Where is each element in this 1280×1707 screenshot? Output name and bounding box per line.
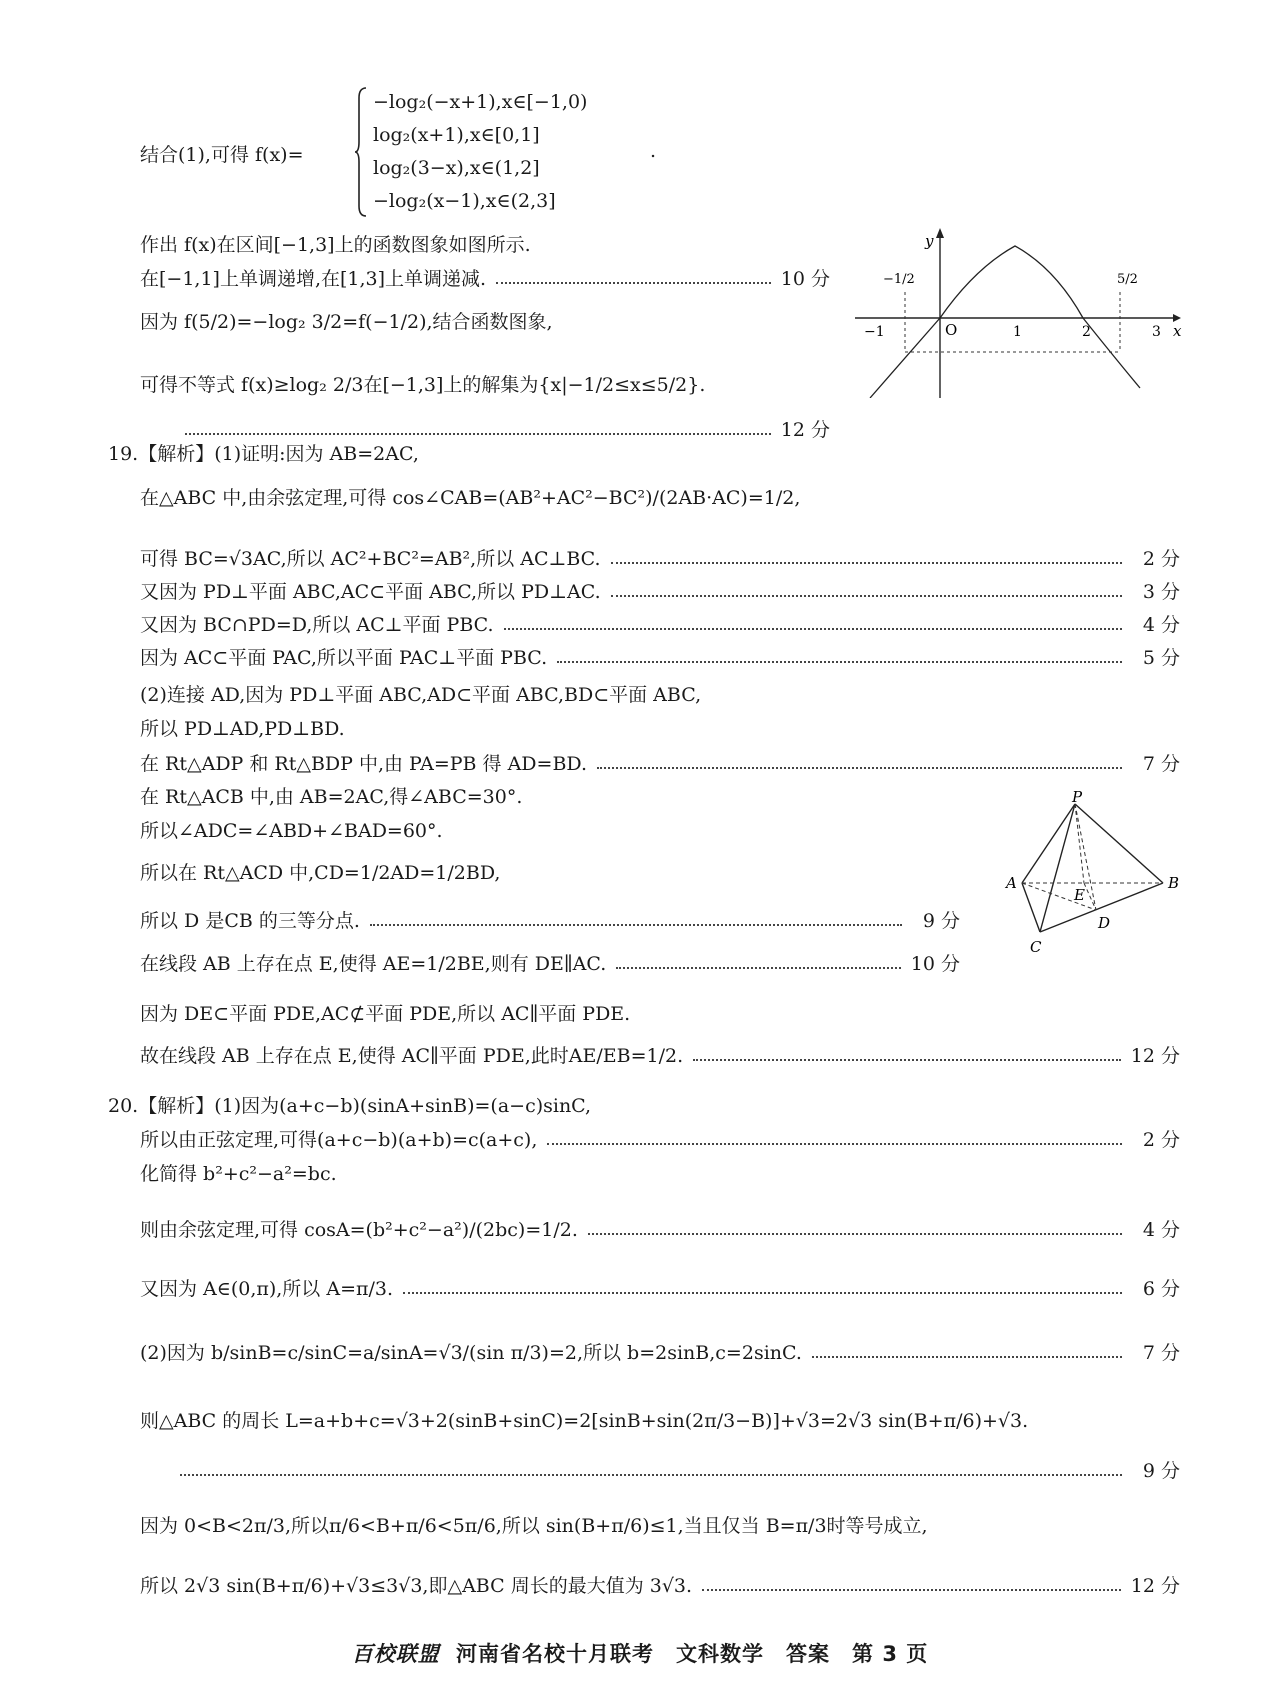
case-line: log₂(3−x),x∈(1,2] [373,157,540,179]
text-line [140,1337,1180,1369]
edge [1022,804,1075,883]
left-brace-icon [355,86,367,218]
text-line [140,998,1180,1030]
score-points: 12 分 [780,419,830,441]
piecewise-end: . [650,140,657,162]
footer-text: 河南省名校十月联考 文科数学 答案 第 3 页 [456,1642,929,1666]
line-text: 则△ABC 的周长 L=a+b+c=√3+2(sinB+sinC)=2[sinB+sin(2π/3−B)]+√3=2√3 sin(B+π/6)+√3. [140,1410,1029,1432]
dot-leader [588,1233,1122,1235]
text-line [140,229,830,261]
text-line [140,1273,1180,1305]
function-graph [855,228,1185,398]
edge [1040,804,1075,932]
line-text: 又因为 A∈(0,π),所以 A=π/3. [140,1278,394,1300]
edge [1022,883,1040,932]
origin-label: O [945,321,958,339]
dot-leader [370,924,902,926]
text-line [140,948,960,980]
score-points: 4 分 [1142,614,1180,636]
score-points: 9 分 [1142,1460,1180,1482]
line-text: 所以在 Rt△ACD 中,CD=1/2AD=1/2BD, [140,862,501,884]
line-text: 在 Rt△ACB 中,由 AB=2AC,得∠ABC=30°. [140,786,523,808]
score-points: 12 分 [1130,1045,1180,1067]
score-points: 2 分 [1142,548,1180,570]
vertex-label: C [1030,938,1042,956]
line-text: 可得 BC=√3AC,所以 AC²+BC²=AB²,所以 AC⊥BC. [140,548,601,570]
tick-label: 3 [1152,324,1161,340]
dot-leader [496,282,771,284]
dot-leader [180,1474,1122,1476]
text-line [140,482,1180,514]
text-line [108,438,1148,470]
line-text: 所以 2√3 sin(B+π/6)+√3≤3√3,即△ABC 周长的最大值为 3√3. [140,1575,693,1597]
score-points: 10 分 [780,268,830,290]
dot-leader [702,1589,1121,1591]
text-line [140,1570,1180,1602]
brand-logo: 百校联盟 [351,1641,440,1666]
dot-leader [611,562,1122,564]
score-points: 6 分 [1142,1278,1180,1300]
line-text: 所以∠ADC=∠ABD+∠BAD=60°. [140,820,443,842]
line-text: 因为 DE⊂平面 PDE,AC⊄平面 PDE,所以 AC∥平面 PDE. [140,1003,631,1025]
function-curve [870,246,1140,398]
text-line [140,679,1180,711]
vertex-label: A [1006,874,1017,892]
line-text: 故在线段 AB 上存在点 E,使得 AC∥平面 PDE,此时AE/EB=1/2. [140,1045,684,1067]
dot-leader [547,1143,1122,1145]
dot-leader [616,967,901,969]
line-text: 因为 0<B<2π/3,所以π/6<B+π/6<5π/6,所以 sin(B+π/6)≤1,当且仅当 B=π/3时等号成立, [140,1515,928,1537]
score-points: 12 分 [1130,1575,1180,1597]
y-axis-label: y [925,232,934,250]
line-text: 19.【解析】(1)证明:因为 AB=2AC, [108,443,419,465]
score-points: 7 分 [1142,1342,1180,1364]
text-line [140,1040,1180,1072]
x-axis-arrow-icon [1173,314,1181,322]
text-line [140,369,830,401]
text-line [140,576,1180,608]
line-text: 所以由正弦定理,可得(a+c−b)(a+b)=c(a+c), [140,1129,538,1151]
page-footer [0,1638,1280,1668]
line-text: 在 Rt△ADP 和 Rt△BDP 中,由 PA=PB 得 AD=BD. [140,753,588,775]
line-text: 则由余弦定理,可得 cosA=(b²+c²−a²)/(2bc)=1/2. [140,1219,578,1241]
text-line [140,1455,1180,1487]
text-line [140,1124,1180,1156]
dot-leader [557,661,1122,663]
score-points: 2 分 [1142,1129,1180,1151]
text-line [140,1158,1180,1190]
text-line [140,713,1180,745]
score-points: 4 分 [1142,1219,1180,1241]
score-points: 7 分 [1142,753,1180,775]
dot-leader [597,767,1122,769]
line-text: 因为 f(5/2)=−log₂ 3/2=f(−1/2),结合函数图象, [140,311,553,333]
text-line [140,1214,1180,1246]
text-line [140,857,960,889]
text-line [140,543,1180,575]
dot-leader [403,1292,1122,1294]
line-text: 在线段 AB 上存在点 E,使得 AE=1/2BE,则有 DE∥AC. [140,953,607,975]
dot-leader [693,1059,1121,1061]
tick-label: −1 [864,324,885,340]
line-text: 作出 f(x)在区间[−1,3]上的函数图象如图所示. [140,234,531,256]
dot-leader [185,433,771,435]
score-points: 9 分 [922,910,960,932]
text-line [140,905,960,937]
mark-right-label: 5/2 [1117,272,1138,287]
score-points: 10 分 [910,953,960,975]
line-text: 因为 AC⊂平面 PAC,所以平面 PAC⊥平面 PBC. [140,647,548,669]
text-line [140,642,1180,674]
text-line [140,609,1180,641]
dot-leader [504,628,1122,630]
line-text: 在[−1,1]上单调递增,在[1,3]上单调递减. [140,268,487,290]
piecewise-lead: 结合(1),可得 f(x)= [140,144,304,166]
x-axis-label: x [1173,322,1182,340]
hidden-edge [1075,804,1084,883]
vertex-label: D [1098,914,1111,932]
line-text: 在△ABC 中,由余弦定理,可得 cos∠CAB=(AB²+AC²−BC²)/(2AB·AC)=1/2, [140,487,801,509]
case-line: −log₂(x−1),x∈(2,3] [373,190,556,212]
text-line [140,306,830,338]
text-line [108,1090,1148,1122]
mark-left-label: −1/2 [883,272,915,287]
tick-label: 1 [1013,324,1022,340]
line-text: 所以 PD⊥AD,PD⊥BD. [140,718,345,740]
hidden-edge [1084,883,1096,910]
line-text: 所以 D 是CB 的三等分点. [140,910,360,932]
dot-leader [611,595,1122,597]
pyramid-figure [1000,790,1190,960]
dot-leader [812,1356,1122,1358]
score-points: 5 分 [1142,647,1180,669]
text-line [140,748,1180,780]
line-text: 20.【解析】(1)因为(a+c−b)(sinA+sinB)=(a−c)sinC, [108,1095,592,1117]
vertex-label: E [1074,886,1085,904]
text-line [140,1405,1180,1437]
score-points: 3 分 [1142,581,1180,603]
piecewise-cases [373,86,587,218]
line-text: 可得不等式 f(x)≥log₂ 2/3在[−1,3]上的解集为{x|−1/2≤x≤5/2}. [140,374,706,396]
line-text: 又因为 PD⊥平面 ABC,AC⊂平面 ABC,所以 PD⊥AC. [140,581,601,603]
vertex-label: P [1072,790,1083,806]
case-line: −log₂(−x+1),x∈[−1,0) [373,91,588,113]
vertex-label: B [1168,874,1180,892]
edge [1075,804,1163,883]
line-text: (2)因为 b/sinB=c/sinC=a/sinA=√3/(sin π/3)=2,所以 b=2sinB,c=2sinC. [140,1342,802,1364]
y-axis-arrow-icon [936,228,944,238]
tick-label: 2 [1082,324,1091,340]
line-text: 又因为 BC∩PD=D,所以 AC⊥平面 PBC. [140,614,494,636]
case-line: log₂(x+1),x∈[0,1] [373,124,540,146]
text-line [140,1510,1180,1542]
line-text: 化简得 b²+c²−a²=bc. [140,1163,337,1185]
text-line [140,263,830,295]
line-text: (2)连接 AD,因为 PD⊥平面 ABC,AD⊂平面 ABC,BD⊂平面 ABC, [140,684,702,706]
